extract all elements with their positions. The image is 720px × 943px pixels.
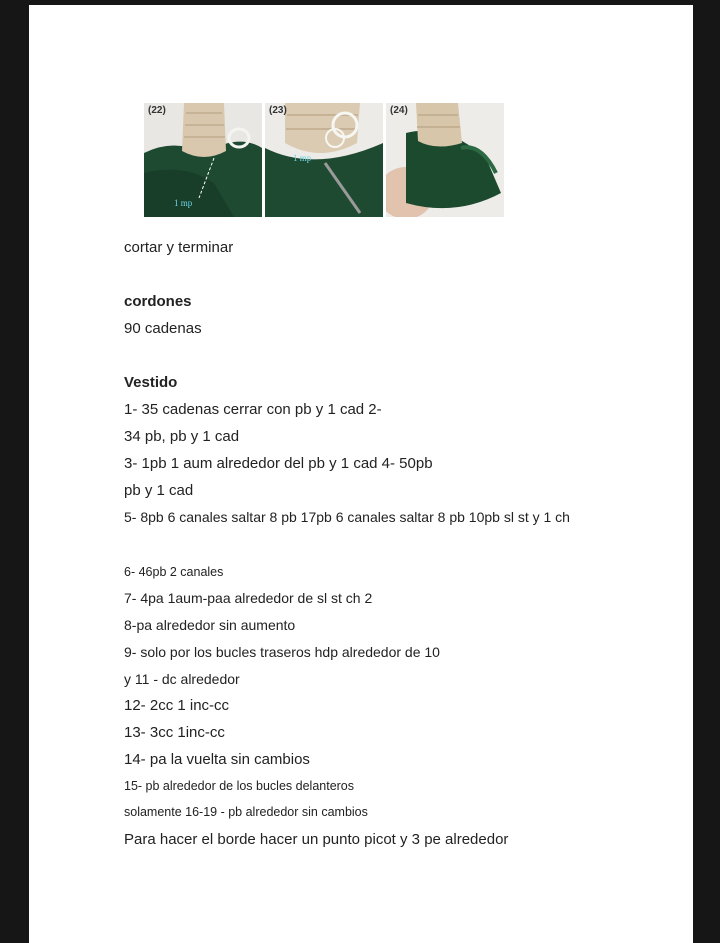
instruction-line: 8-pa alrededor sin aumento (124, 617, 296, 633)
instruction-line: pb y 1 cad (124, 482, 194, 499)
instruction-line: 5- 8pb 6 canales saltar 8 pb 17pb 6 canales saltar 8 pb 10pb sl st y 1 ch (124, 509, 570, 525)
finish-line: cortar y terminar (124, 239, 234, 256)
instruction-line: 1- 35 cadenas cerrar con pb y 1 cad 2- (124, 401, 382, 418)
instruction-line: Para hacer el borde hacer un punto picot y 3 pe alrededor (124, 831, 509, 848)
document-page (29, 5, 693, 943)
instruction-line: 9- solo por los bucles traseros hdp alrededor de 10 (124, 644, 440, 660)
instruction-line: 15- pb alrededor de los bucles delanteros (124, 779, 355, 793)
instruction-line: 13- 3cc 1inc-cc (124, 724, 225, 741)
instruction-line: 6- 46pb 2 canales (124, 565, 224, 579)
section-heading-vestido: Vestido (124, 374, 178, 391)
cordones-text: 90 cadenas (124, 320, 202, 337)
stitch-marker-label: 1 mp (174, 198, 193, 208)
photo-step-22 (144, 103, 262, 217)
step-number: (23) (269, 105, 287, 116)
instruction-line: 12- 2cc 1 inc-cc (124, 697, 230, 714)
step-number: (22) (148, 105, 166, 116)
stitch-marker-label: 1 mp (293, 153, 312, 163)
instruction-line: solamente 16-19 - pb alrededor sin cambios (124, 805, 368, 819)
instruction-line: 3- 1pb 1 aum alrededor del pb y 1 cad 4- 50pb (124, 455, 433, 472)
step-number: (24) (390, 105, 408, 116)
photo-step-24 (386, 103, 504, 217)
photo-strip (144, 103, 504, 217)
instruction-line: 14- pa la vuelta sin cambios (124, 751, 310, 768)
section-heading-cordones: cordones (124, 293, 192, 310)
instruction-line: 7- 4pa 1aum-paa alrededor de sl st ch 2 (124, 590, 373, 606)
instruction-line: y 11 - dc alrededor (124, 671, 240, 687)
instruction-line: 34 pb, pb y 1 cad (124, 428, 240, 445)
photo-step-23 (265, 103, 383, 217)
